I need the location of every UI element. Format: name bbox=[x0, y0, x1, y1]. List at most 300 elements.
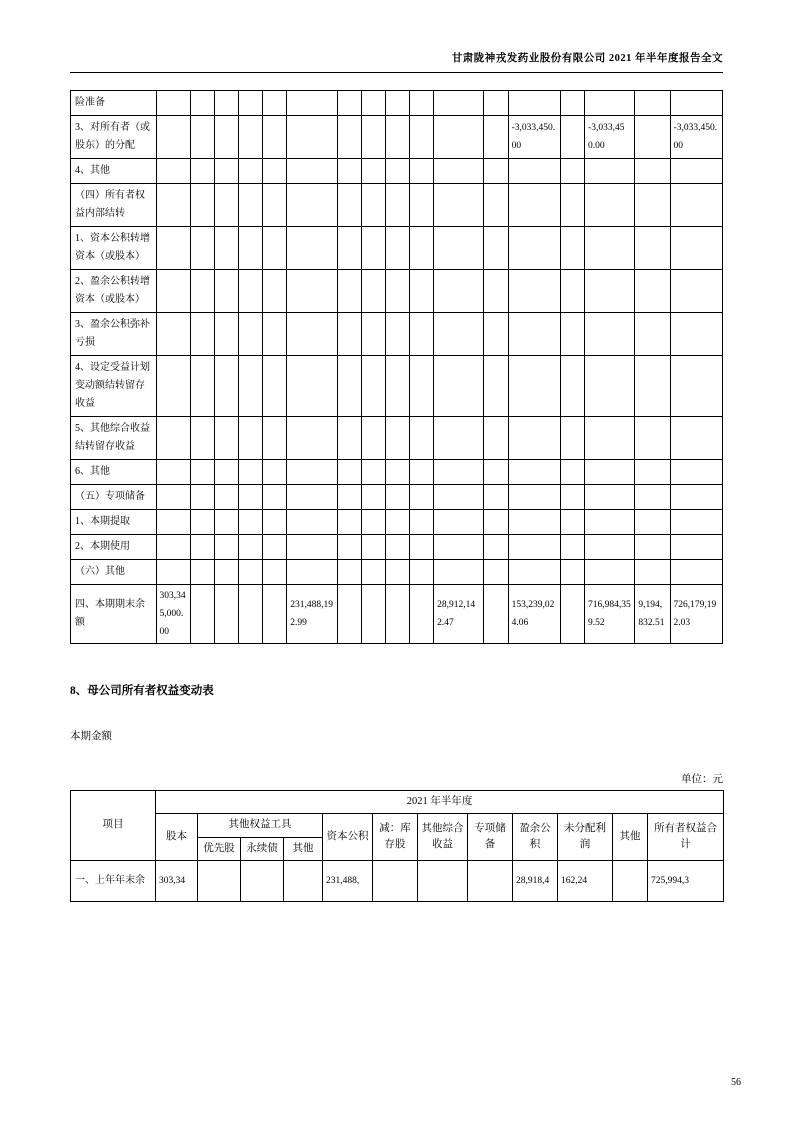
value-cell: 716,984,359.52 bbox=[585, 585, 635, 644]
t2-subcol-perpetual-bonds: 永续债 bbox=[241, 837, 284, 860]
value-cell bbox=[239, 460, 263, 485]
table-row bbox=[71, 313, 723, 356]
value-cell: 231,488,192.99 bbox=[287, 585, 337, 644]
value-cell bbox=[239, 485, 263, 510]
value-cell bbox=[239, 227, 263, 270]
value-cell bbox=[508, 184, 560, 227]
value-cell bbox=[190, 417, 214, 460]
value-cell: 303,345,000.00 bbox=[156, 585, 190, 644]
value-cell bbox=[560, 356, 584, 417]
value-cell: 303,34 bbox=[156, 860, 198, 901]
value-cell bbox=[337, 585, 361, 644]
value-cell bbox=[190, 270, 214, 313]
value-cell bbox=[410, 356, 434, 417]
t2-subcol-other: 其他 bbox=[284, 837, 323, 860]
value-cell bbox=[434, 116, 484, 159]
value-cell bbox=[560, 417, 584, 460]
value-cell: -3,033,450.00 bbox=[585, 116, 635, 159]
value-cell bbox=[214, 460, 238, 485]
value-cell bbox=[214, 585, 238, 644]
value-cell bbox=[635, 270, 670, 313]
value-cell bbox=[635, 184, 670, 227]
value-cell bbox=[263, 313, 287, 356]
value-cell bbox=[484, 417, 508, 460]
value-cell bbox=[670, 184, 722, 227]
value-cell bbox=[385, 460, 409, 485]
value-cell bbox=[434, 227, 484, 270]
value-cell bbox=[156, 560, 190, 585]
value-cell bbox=[385, 510, 409, 535]
value-cell bbox=[239, 417, 263, 460]
value-cell bbox=[263, 159, 287, 184]
value-cell bbox=[190, 585, 214, 644]
value-cell: 725,994,3 bbox=[648, 860, 724, 901]
value-cell bbox=[263, 91, 287, 116]
table-row bbox=[71, 485, 723, 510]
value-cell bbox=[241, 860, 284, 901]
value-cell bbox=[434, 270, 484, 313]
t2-col-special-reserve: 专项储备 bbox=[468, 814, 513, 861]
value-cell bbox=[361, 485, 385, 510]
value-cell bbox=[214, 560, 238, 585]
value-cell bbox=[263, 417, 287, 460]
value-cell bbox=[214, 159, 238, 184]
value-cell bbox=[337, 417, 361, 460]
value-cell bbox=[635, 460, 670, 485]
value-cell bbox=[585, 91, 635, 116]
value-cell bbox=[385, 184, 409, 227]
value-cell bbox=[385, 91, 409, 116]
row-label: 3、盈余公积弥补亏损 bbox=[71, 313, 157, 356]
value-cell bbox=[670, 227, 722, 270]
value-cell bbox=[214, 91, 238, 116]
value-cell bbox=[214, 227, 238, 270]
value-cell bbox=[190, 535, 214, 560]
value-cell bbox=[385, 535, 409, 560]
value-cell bbox=[156, 460, 190, 485]
value-cell bbox=[239, 116, 263, 159]
value-cell bbox=[560, 159, 584, 184]
value-cell bbox=[156, 313, 190, 356]
value-cell bbox=[361, 560, 385, 585]
parent-company-equity-table bbox=[70, 790, 724, 902]
value-cell bbox=[214, 184, 238, 227]
value-cell bbox=[635, 535, 670, 560]
value-cell bbox=[214, 313, 238, 356]
value-cell bbox=[239, 91, 263, 116]
value-cell bbox=[560, 560, 584, 585]
value-cell bbox=[385, 116, 409, 159]
value-cell bbox=[635, 417, 670, 460]
value-cell bbox=[337, 184, 361, 227]
value-cell bbox=[670, 510, 722, 535]
value-cell bbox=[263, 510, 287, 535]
value-cell bbox=[385, 270, 409, 313]
value-cell bbox=[585, 535, 635, 560]
value-cell bbox=[635, 485, 670, 510]
value-cell bbox=[670, 91, 722, 116]
value-cell bbox=[484, 184, 508, 227]
value-cell bbox=[635, 227, 670, 270]
value-cell: 9,194,832.51 bbox=[635, 585, 670, 644]
value-cell bbox=[585, 356, 635, 417]
value-cell bbox=[560, 485, 584, 510]
value-cell bbox=[361, 460, 385, 485]
value-cell bbox=[214, 116, 238, 159]
table-row bbox=[71, 860, 724, 901]
value-cell bbox=[337, 159, 361, 184]
value-cell: 162,24 bbox=[558, 860, 613, 901]
value-cell bbox=[410, 227, 434, 270]
value-cell bbox=[508, 535, 560, 560]
value-cell bbox=[585, 417, 635, 460]
row-label: 1、本期提取 bbox=[71, 510, 157, 535]
value-cell bbox=[508, 510, 560, 535]
section-title: 8、母公司所有者权益变动表 bbox=[70, 685, 214, 698]
value-cell bbox=[361, 356, 385, 417]
value-cell bbox=[198, 860, 241, 901]
value-cell bbox=[670, 535, 722, 560]
value-cell bbox=[585, 159, 635, 184]
value-cell bbox=[585, 460, 635, 485]
row-label: （六）其他 bbox=[71, 560, 157, 585]
value-cell bbox=[287, 460, 337, 485]
value-cell bbox=[560, 510, 584, 535]
t2-header-period: 2021 年半年度 bbox=[156, 791, 724, 814]
value-cell bbox=[337, 116, 361, 159]
value-cell bbox=[239, 184, 263, 227]
t2-header-project: 项目 bbox=[71, 791, 156, 861]
report-header-text: 甘肃陇神戎发药业股份有限公司 2021 年半年度报告全文 bbox=[70, 50, 723, 73]
value-cell bbox=[156, 510, 190, 535]
value-cell bbox=[263, 270, 287, 313]
value-cell bbox=[239, 535, 263, 560]
table-row bbox=[71, 585, 723, 644]
value-cell bbox=[385, 313, 409, 356]
value-cell bbox=[560, 184, 584, 227]
value-cell bbox=[287, 535, 337, 560]
value-cell bbox=[156, 91, 190, 116]
table-row bbox=[71, 560, 723, 585]
value-cell bbox=[410, 116, 434, 159]
value-cell bbox=[287, 313, 337, 356]
value-cell: 28,918,4 bbox=[513, 860, 558, 901]
value-cell bbox=[239, 159, 263, 184]
row-label: （五）专项储备 bbox=[71, 485, 157, 510]
value-cell bbox=[385, 159, 409, 184]
value-cell bbox=[361, 535, 385, 560]
value-cell bbox=[508, 159, 560, 184]
value-cell bbox=[410, 417, 434, 460]
value-cell bbox=[434, 460, 484, 485]
value-cell bbox=[484, 270, 508, 313]
value-cell bbox=[670, 560, 722, 585]
value-cell bbox=[287, 356, 337, 417]
value-cell bbox=[361, 270, 385, 313]
value-cell bbox=[434, 91, 484, 116]
value-cell bbox=[287, 184, 337, 227]
value-cell bbox=[287, 270, 337, 313]
value-cell bbox=[385, 417, 409, 460]
value-cell bbox=[361, 91, 385, 116]
value-cell bbox=[239, 510, 263, 535]
row-label: 险准备 bbox=[71, 91, 157, 116]
value-cell bbox=[635, 91, 670, 116]
value-cell bbox=[508, 227, 560, 270]
value-cell bbox=[585, 510, 635, 535]
value-cell bbox=[585, 184, 635, 227]
value-cell bbox=[560, 116, 584, 159]
value-cell bbox=[156, 417, 190, 460]
value-cell bbox=[670, 417, 722, 460]
value-cell: 28,912,142.47 bbox=[434, 585, 484, 644]
value-cell bbox=[484, 460, 508, 485]
value-cell bbox=[508, 91, 560, 116]
t2-col-other: 其他 bbox=[613, 814, 648, 861]
value-cell bbox=[484, 227, 508, 270]
value-cell bbox=[337, 270, 361, 313]
value-cell bbox=[337, 356, 361, 417]
value-cell bbox=[337, 510, 361, 535]
value-cell bbox=[214, 270, 238, 313]
value-cell bbox=[484, 485, 508, 510]
value-cell bbox=[508, 356, 560, 417]
value-cell bbox=[361, 417, 385, 460]
period-label: 本期金额 bbox=[70, 731, 112, 743]
value-cell bbox=[156, 485, 190, 510]
value-cell bbox=[560, 227, 584, 270]
value-cell bbox=[239, 585, 263, 644]
value-cell bbox=[484, 510, 508, 535]
table-row bbox=[71, 116, 723, 159]
value-cell bbox=[190, 510, 214, 535]
value-cell bbox=[156, 184, 190, 227]
value-cell bbox=[484, 560, 508, 585]
value-cell bbox=[635, 356, 670, 417]
value-cell bbox=[385, 485, 409, 510]
row-label: 2、本期使用 bbox=[71, 535, 157, 560]
value-cell bbox=[190, 460, 214, 485]
value-cell bbox=[670, 313, 722, 356]
value-cell bbox=[287, 417, 337, 460]
value-cell bbox=[385, 560, 409, 585]
value-cell bbox=[190, 485, 214, 510]
value-cell bbox=[585, 485, 635, 510]
value-cell bbox=[585, 313, 635, 356]
value-cell bbox=[508, 270, 560, 313]
row-label: 四、本期期末余额 bbox=[71, 585, 157, 644]
value-cell bbox=[484, 585, 508, 644]
value-cell bbox=[635, 159, 670, 184]
t2-col-share-capital: 股本 bbox=[156, 814, 198, 861]
value-cell bbox=[239, 313, 263, 356]
value-cell bbox=[410, 270, 434, 313]
value-cell bbox=[337, 313, 361, 356]
row-label: 4、设定受益计划变动额结转留存收益 bbox=[71, 356, 157, 417]
value-cell bbox=[560, 535, 584, 560]
value-cell bbox=[337, 535, 361, 560]
value-cell bbox=[263, 356, 287, 417]
value-cell bbox=[287, 485, 337, 510]
value-cell bbox=[156, 159, 190, 184]
table-header-row bbox=[71, 791, 724, 814]
t2-col-capital-reserve: 资本公积 bbox=[323, 814, 373, 861]
table-row bbox=[71, 510, 723, 535]
row-label: 5、其他综合收益结转留存收益 bbox=[71, 417, 157, 460]
value-cell bbox=[287, 227, 337, 270]
value-cell bbox=[214, 356, 238, 417]
table-row bbox=[71, 535, 723, 560]
value-cell bbox=[190, 356, 214, 417]
value-cell bbox=[190, 227, 214, 270]
value-cell bbox=[337, 227, 361, 270]
value-cell bbox=[263, 585, 287, 644]
value-cell: -3,033,450.00 bbox=[508, 116, 560, 159]
value-cell bbox=[484, 116, 508, 159]
value-cell bbox=[385, 585, 409, 644]
value-cell bbox=[385, 356, 409, 417]
value-cell bbox=[410, 460, 434, 485]
value-cell bbox=[263, 184, 287, 227]
value-cell bbox=[508, 460, 560, 485]
value-cell bbox=[263, 116, 287, 159]
equity-change-table bbox=[70, 90, 723, 644]
value-cell bbox=[560, 585, 584, 644]
value-cell bbox=[287, 116, 337, 159]
value-cell bbox=[434, 356, 484, 417]
value-cell bbox=[508, 560, 560, 585]
value-cell bbox=[373, 860, 418, 901]
value-cell bbox=[410, 184, 434, 227]
value-cell bbox=[156, 227, 190, 270]
value-cell bbox=[635, 313, 670, 356]
value-cell bbox=[484, 535, 508, 560]
value-cell bbox=[670, 485, 722, 510]
value-cell bbox=[190, 159, 214, 184]
value-cell bbox=[585, 270, 635, 313]
row-label: 6、其他 bbox=[71, 460, 157, 485]
value-cell bbox=[613, 860, 648, 901]
table-row bbox=[71, 227, 723, 270]
t2-col-surplus-reserve: 盈余公积 bbox=[513, 814, 558, 861]
value-cell bbox=[156, 116, 190, 159]
row-label: 一、上年年末余 bbox=[71, 860, 156, 901]
value-cell bbox=[190, 116, 214, 159]
t2-col-less-treasury-stock: 减：库存股 bbox=[373, 814, 418, 861]
value-cell bbox=[287, 510, 337, 535]
value-cell bbox=[434, 560, 484, 585]
value-cell bbox=[361, 585, 385, 644]
value-cell bbox=[263, 227, 287, 270]
value-cell bbox=[585, 560, 635, 585]
table-header-row bbox=[71, 814, 724, 837]
page-number: 56 bbox=[731, 1077, 741, 1088]
value-cell bbox=[337, 560, 361, 585]
value-cell bbox=[263, 535, 287, 560]
table-row bbox=[71, 184, 723, 227]
value-cell bbox=[263, 560, 287, 585]
table-row bbox=[71, 91, 723, 116]
value-cell bbox=[508, 313, 560, 356]
value-cell bbox=[287, 159, 337, 184]
value-cell bbox=[410, 159, 434, 184]
table-row bbox=[71, 460, 723, 485]
table-row bbox=[71, 159, 723, 184]
value-cell bbox=[484, 91, 508, 116]
value-cell bbox=[361, 116, 385, 159]
value-cell bbox=[410, 560, 434, 585]
value-cell bbox=[508, 417, 560, 460]
value-cell bbox=[484, 356, 508, 417]
value-cell bbox=[434, 535, 484, 560]
value-cell bbox=[434, 417, 484, 460]
t2-subcol-preferred-shares: 优先股 bbox=[198, 837, 241, 860]
unit-label: 单位：元 bbox=[681, 774, 723, 786]
value-cell bbox=[214, 417, 238, 460]
value-cell bbox=[239, 560, 263, 585]
value-cell bbox=[670, 356, 722, 417]
value-cell bbox=[670, 159, 722, 184]
value-cell bbox=[418, 860, 468, 901]
value-cell bbox=[337, 91, 361, 116]
value-cell bbox=[156, 535, 190, 560]
value-cell bbox=[190, 91, 214, 116]
value-cell bbox=[560, 313, 584, 356]
value-cell bbox=[585, 227, 635, 270]
value-cell bbox=[434, 184, 484, 227]
table-row bbox=[71, 356, 723, 417]
table-row bbox=[71, 270, 723, 313]
row-label: 2、盈余公积转增资本（或股本） bbox=[71, 270, 157, 313]
value-cell bbox=[484, 159, 508, 184]
value-cell bbox=[508, 485, 560, 510]
value-cell bbox=[361, 184, 385, 227]
value-cell bbox=[635, 560, 670, 585]
value-cell bbox=[434, 510, 484, 535]
value-cell bbox=[410, 535, 434, 560]
value-cell: -3,033,450.00 bbox=[670, 116, 722, 159]
value-cell bbox=[670, 460, 722, 485]
value-cell bbox=[337, 485, 361, 510]
value-cell bbox=[635, 510, 670, 535]
value-cell bbox=[156, 356, 190, 417]
value-cell bbox=[410, 585, 434, 644]
value-cell bbox=[434, 159, 484, 184]
table-row bbox=[71, 417, 723, 460]
row-label: 4、其他 bbox=[71, 159, 157, 184]
value-cell: 231,488, bbox=[323, 860, 373, 901]
value-cell bbox=[410, 510, 434, 535]
value-cell bbox=[468, 860, 513, 901]
value-cell bbox=[190, 313, 214, 356]
row-label: （四）所有者权益内部结转 bbox=[71, 184, 157, 227]
value-cell bbox=[434, 485, 484, 510]
row-label: 1、资本公积转增资本（或股本） bbox=[71, 227, 157, 270]
value-cell bbox=[287, 91, 337, 116]
value-cell bbox=[156, 270, 190, 313]
value-cell bbox=[484, 313, 508, 356]
value-cell bbox=[190, 184, 214, 227]
value-cell bbox=[635, 116, 670, 159]
value-cell bbox=[560, 460, 584, 485]
value-cell bbox=[361, 510, 385, 535]
value-cell bbox=[410, 91, 434, 116]
value-cell bbox=[560, 270, 584, 313]
value-cell bbox=[434, 313, 484, 356]
value-cell bbox=[214, 485, 238, 510]
value-cell bbox=[239, 270, 263, 313]
t2-col-total-owners-equity: 所有者权益合计 bbox=[648, 814, 724, 861]
